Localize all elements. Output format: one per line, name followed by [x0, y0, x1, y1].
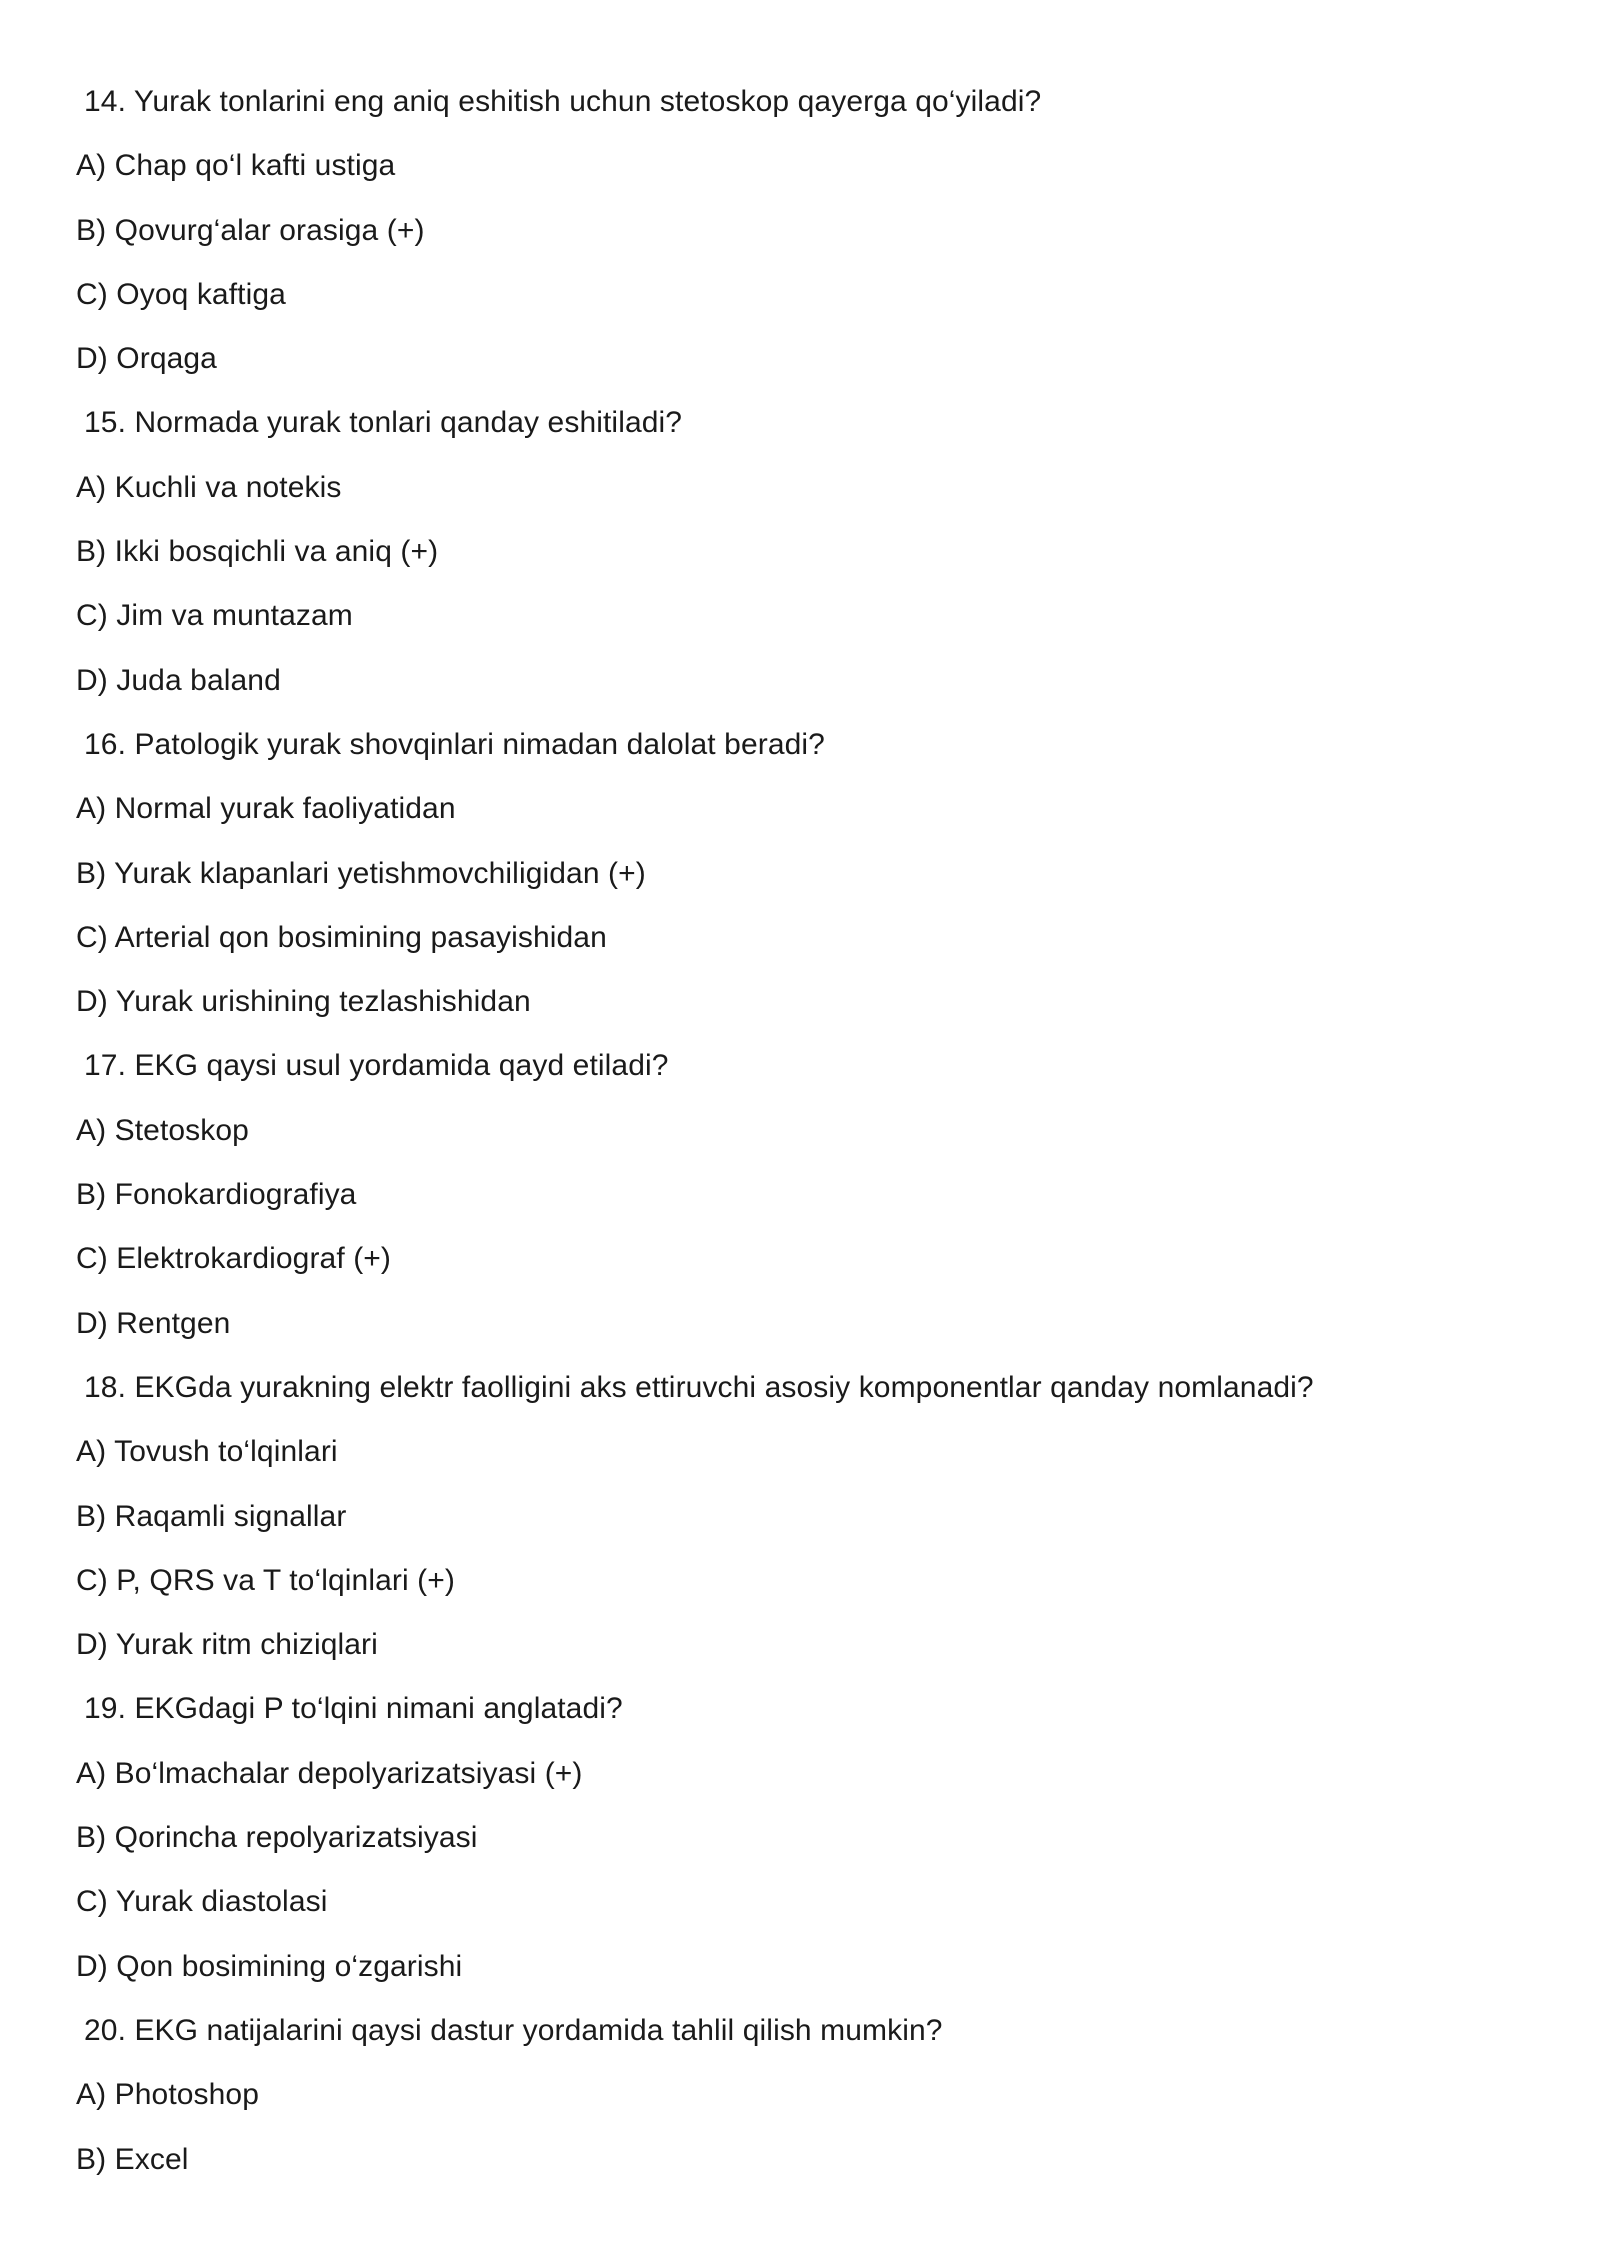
answer-option: B) Excel [76, 2142, 189, 2176]
question-block-20 [76, 1999, 1600, 2192]
answer-option: C) Arterial qon bosimining pasayishidan [76, 920, 607, 954]
question-text: 15. Normada yurak tonlari qanday eshitiladi? [84, 406, 683, 440]
answer-option: A) Tovush to‘lqinlari [76, 1435, 338, 1469]
answer-option: B) Qorincha repolyarizatsiyasi [76, 1821, 478, 1855]
question-block-19 [76, 1677, 1600, 1998]
answer-option: A) Bo‘lmachalar depolyarizatsiyasi (+) [76, 1756, 583, 1790]
answer-option: D) Rentgen [76, 1306, 231, 1340]
answer-option: D) Qon bosimining o‘zgarishi [76, 1949, 463, 1983]
answer-option: D) Yurak urishining tezlashishidan [76, 985, 531, 1019]
question-block-14 [76, 70, 1600, 391]
answer-option: C) Yurak diastolasi [76, 1885, 328, 1919]
answer-option: A) Photoshop [76, 2078, 259, 2112]
answer-option: A) Normal yurak faoliyatidan [76, 792, 456, 826]
answer-option: B) Ikki bosqichli va aniq (+) [76, 535, 439, 569]
question-block-15 [76, 391, 1600, 712]
question-text: 14. Yurak tonlarini eng aniq eshitish uchun stetoskop qayerga qo‘yiladi? [84, 85, 1042, 118]
answer-option: A) Chap qo‘l kafti ustiga [76, 149, 396, 183]
answer-option: B) Raqamli signallar [76, 1499, 347, 1533]
answer-option: A) Kuchli va notekis [76, 470, 342, 504]
answer-option: D) Yurak ritm chiziqlari [76, 1628, 378, 1662]
answer-option: B) Fonokardiografiya [76, 1178, 357, 1212]
question-text: 16. Patologik yurak shovqinlari nimadan dalolat beradi? [84, 727, 825, 761]
question-block-17 [76, 1034, 1600, 1355]
answer-option: C) Oyoq kaftiga [76, 277, 286, 311]
question-text: 20. EKG natijalarini qaysi dastur yordamida tahlil qilish mumkin? [84, 2013, 943, 2047]
question-block-16 [76, 713, 1600, 1034]
answer-option: B) Yurak klapanlari yetishmovchiligidan (+) [76, 856, 646, 890]
question-text: 17. EKG qaysi usul yordamida qayd etiladi? [84, 1049, 669, 1083]
answer-option: B) Qovurg‘alar orasiga (+) [76, 213, 425, 247]
question-block-18 [76, 1356, 1600, 1677]
answer-option: C) Jim va muntazam [76, 599, 353, 633]
answer-option: A) Stetoskop [76, 1113, 249, 1147]
answer-option: D) Orqaga [76, 342, 217, 376]
question-text: 19. EKGdagi P to‘lqini nimani anglatadi? [84, 1692, 623, 1726]
answer-option: D) Juda baland [76, 663, 281, 697]
question-text: 18. EKGda yurakning elektr faolligini aks ettiruvchi asosiy komponentlar qanday nomlanadi? [84, 1370, 1314, 1404]
answer-option: C) Elektrokardiograf (+) [76, 1242, 391, 1276]
answer-option: C) P, QRS va T to‘lqinlari (+) [76, 1563, 455, 1597]
